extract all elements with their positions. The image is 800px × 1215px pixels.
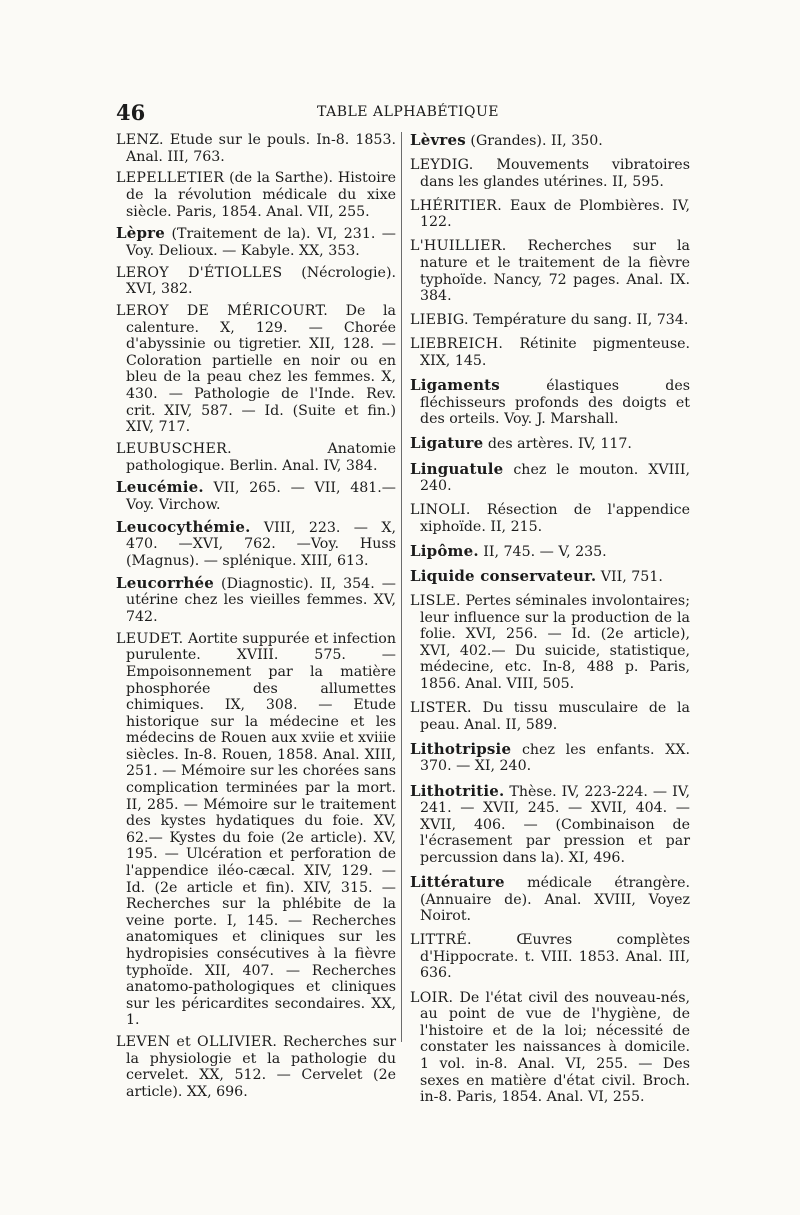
index-entry [410,932,690,982]
entry-heading: Leucémie. [116,478,204,497]
index-entry [410,157,690,190]
left-column [116,132,396,1106]
entry-text: II, 745. — V, 235. [478,543,607,560]
entry-heading: Lithotritie. [410,781,505,800]
entry-heading: Littérature [410,872,505,891]
entry-heading: LENZ. [116,132,164,148]
index-entry [410,198,690,231]
index-entry [116,441,396,474]
entry-heading: Ligaments [410,376,500,395]
entry-heading: LEVEN et OLLIVIER. [116,1034,278,1051]
entry-text: Du tissu musculaire de la peau. Anal. II, 589. [420,700,690,733]
index-entry [410,502,690,535]
entry-heading: LIEBIG. [410,312,469,329]
index-entry [410,132,690,150]
entry-text: Recherches sur la nature et le traitement de la fièvre typhoïde. Nancy, 72 pages. Anal. IX. 384. [420,238,690,305]
index-entry [116,519,396,570]
entry-text: (Grandes). II, 350. [465,133,603,149]
column-divider [401,132,402,1042]
index-entry [410,435,690,453]
entry-text: élastiques des fléchisseurs profonds des doigts et des orteils. Voy. J. Marshall. [420,378,690,428]
entry-heading: LEPELLETIER [116,170,225,187]
entry-text: Eaux de Plombières. IV, 122. [420,197,690,231]
entry-text: De la calenture. X, 129. — Chorée d'abyssinie ou tigretier. XII, 128. — Coloration partielle en noir ou en bleu de la peau chez les femmes. X, 430. — Pathologie de l'Inde. Rev. crit. XIV, 587. — Id. (Suite et fin.) XIV, 717. [126,303,396,436]
entry-text: VII, 751. [596,568,663,585]
entry-text: Pertes séminales involontaires; leur influence sur la production de la folie. XVI, 256. — Id. (2e article), XVI, 402.— Du suicide, statistique, médecine, etc. In-8, 488 p. Paris, 1856. Anal. VIII, 505. [420,593,690,693]
entry-heading: LEROY DE MÉRICOURT. [116,303,329,320]
entry-text: Etude sur le pouls. In-8. 1853. Anal. III, 763. [126,132,396,165]
entry-text: Aortite suppurée et infection purulente. XVIII. 575. — Empoisonnement par la matière phosphorée des allumettes chimiques. IX, 308. — Etude historique sur la médecine et les médecins de Rouen aux xviie et xviiie siècles. In-8. Rouen, 1858. Anal. XIII, 251. — Mémoire sur les chorées sans complication terminées par la mort. II, 285. — Mémoire sur le traitement des kystes hydatiques du foie. XV, 62.— Kystes du foie (2e article). XV, 195. — Ulcération et perforation de l'appendice iléo-cæcal. XIV, 129. — Id. (2e article et fin). XIV, 315. — Recherches sur la phlébite de la veine porte. I, 145. — Recherches anatomiques et cliniques sur les hydropisies consécutives à la fièvre typhoïde. XII, 407. — Recherches anatomo-pathologiques et cliniques sur les péricardites secondaires. XX, 1. [126,630,396,1029]
entry-text: Mouvements vibratoires dans les glandes utérines. II, 595. [420,157,690,190]
entry-text: (Diagnostic). II, 354. — utérine chez les vieilles femmes. XV, 742. [126,575,396,625]
entry-text: (Traitement de la). VI, 231. — Voy. Delioux. — Kabyle. XX, 353. [126,226,396,259]
entry-heading: LOIR. [410,989,454,1006]
index-entry [410,700,690,733]
entry-text: VII, 265. — VII, 481.— Voy. Virchow. [126,480,396,513]
index-entry [410,783,690,867]
entry-text: Thèse. IV, 223-224. — IV, 241. — XVII, 245. — XVII, 404. — XVII, 406. — (Combinaison de l'écrasement par pression et par percussion dans la). XI, 496. [420,783,690,866]
index-entry [116,303,396,436]
entry-heading: LEROY D'ÉTIOLLES [116,264,283,281]
entry-heading: LITTRÉ. [410,932,472,949]
entry-heading: LHÉRITIER. [410,197,503,214]
index-entry [116,479,396,513]
index-entry [410,543,690,561]
entry-text: Résection de l'appendice xiphoïde. II, 215. [420,502,690,535]
right-column [410,132,690,1113]
entry-text: médicale étrangère. (Annuaire de). Anal. XVIII, Voyez Noirot. [420,874,690,925]
index-entry [116,1034,396,1100]
index-entry [410,238,690,304]
index-entry [116,265,396,298]
entry-text: chez le mouton. XVIII, 240. [420,461,690,495]
entry-heading: Lipôme. [410,541,479,560]
running-title: TABLE ALPHABÉTIQUE [317,104,499,120]
entry-text: Recherches sur la physiologie et la pathologie du cervelet. XX, 512. — Cervelet (2e article). XX, 696. [126,1034,396,1100]
index-entry [116,132,396,165]
entry-heading: LEUBUSCHER. [116,441,232,458]
entry-heading: LEYDIG. [410,157,474,174]
entry-text: chez les enfants. XX. 370. — XI, 240. [420,741,690,775]
entry-text: Œuvres complètes d'Hippocrate. t. VIII. 1853. Anal. III, 636. [420,932,690,982]
entry-text: (de la Sarthe). Histoire de la révolution médicale du xixe siècle. Paris, 1854. Anal. VII, 255. [126,170,396,220]
index-entry [410,377,690,428]
index-entry [116,631,396,1029]
entry-heading: L'HUILLIER. [410,238,507,255]
entry-heading: Leucocythémie. [116,517,251,536]
entry-text: Température du sang. II, 734. [468,312,689,329]
index-entry [410,336,690,369]
index-entry [116,575,396,626]
index-entry [410,312,690,329]
index-entry [410,461,690,495]
entry-text: Rétinite pigmenteuse. XIX, 145. [420,336,690,370]
index-entry [410,568,690,586]
index-entry [116,225,396,259]
index-entry [116,170,396,220]
entry-text: VIII, 223. — X, 470. —XVI, 762. —Voy. Huss (Magnus). — splénique. XIII, 613. [126,519,396,569]
entry-text: Anatomie pathologique. Berlin. Anal. IV, 384. [126,441,396,474]
index-entry [410,990,690,1106]
entry-heading: LINOLI. [410,502,471,519]
entry-heading: Linguatule [410,459,504,478]
entry-text: De l'état civil des nouveau-nés, au point de vue de l'hygiène, de l'histoire et de la loi; nécessité de constater les naissances à domicile. 1 vol. in-8. Anal. VI, 255. — Des sexes en matière d'état civil. Broch. in-8. Paris, 1854. Anal. VI, 255. [420,989,690,1106]
entry-heading: Ligature [410,434,484,453]
entry-heading: Liquide conservateur. [410,566,597,585]
entry-heading: LISLE. [410,593,461,610]
entry-text: des artères. IV, 117. [483,436,632,453]
entry-heading: Lèvres [410,131,466,149]
index-entry [410,741,690,775]
entry-heading: LEUDET. [116,630,184,647]
index-entry [410,874,690,925]
index-entry [410,593,690,693]
entry-heading: LIEBREICH. [410,336,504,353]
entry-text: (Nécrologie). XVI, 382. [126,264,396,298]
entry-heading: LISTER. [410,700,472,717]
page-header [116,100,700,128]
page-number: 46 [116,100,146,125]
entry-heading: Leucorrhée [116,573,214,592]
entry-heading: Lithotripsie [410,739,512,758]
entry-heading: Lèpre [116,224,166,243]
